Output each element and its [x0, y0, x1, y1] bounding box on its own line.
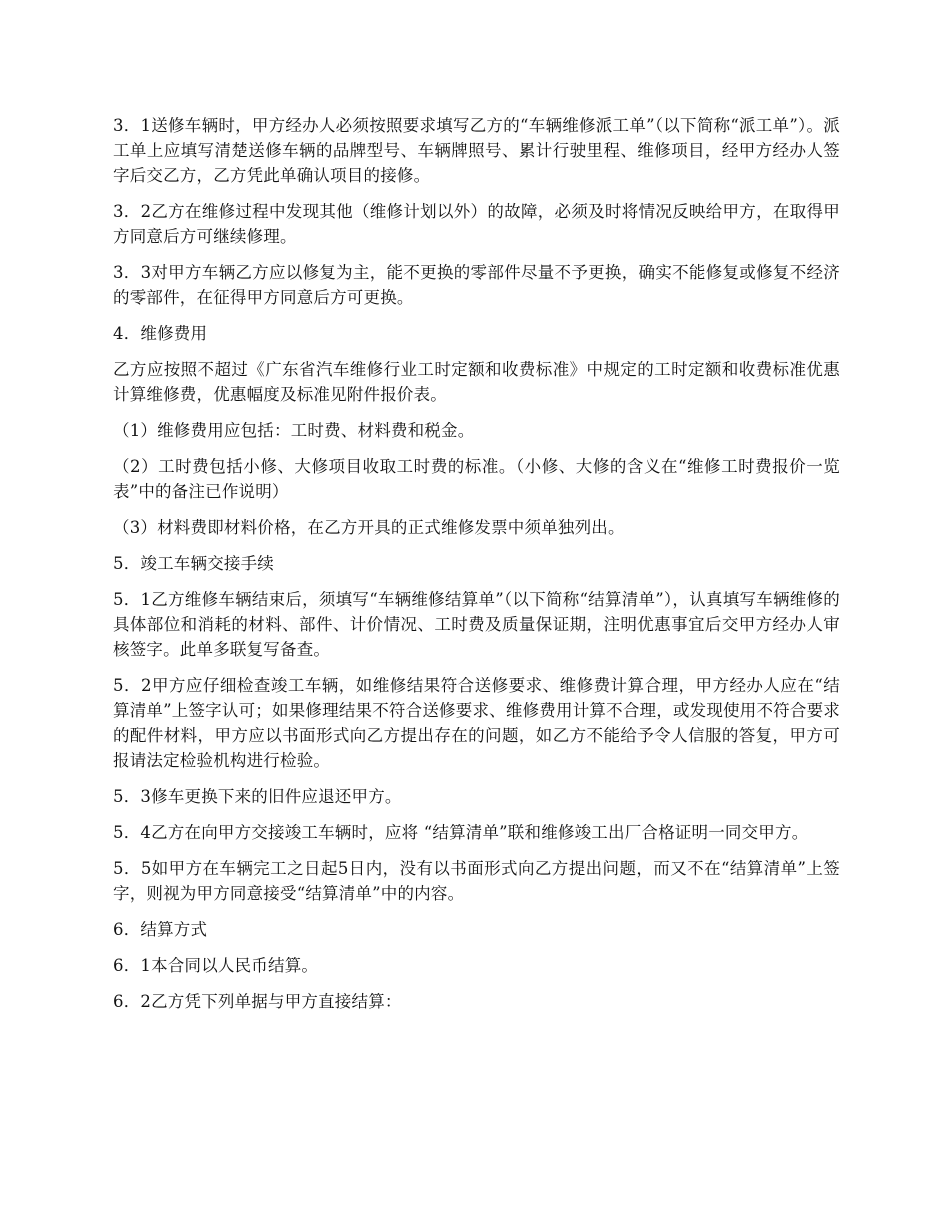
fee-item-3: （3）材料费即材料价格，在乙方开具的正式维修发票中须单独列出。 [113, 518, 625, 537]
fee-item-1: （1）维修费用应包括：工时费、材料费和税金。 [113, 421, 475, 440]
clause-3-1: 3．1送修车辆时，甲方经办人必须按照要求填写乙方的“车辆维修派工单”（以下简称“派工单”）。派工单上应填写清楚送修车辆的品牌型号、车辆牌照号、累计行驶里程、维修项目，经甲方经办人签字后交乙方，乙方凭此单确认项目的接修。 [113, 116, 840, 185]
section-heading-6: 6．结算方式 [113, 920, 208, 939]
fee-standard-paragraph: 乙方应按照不超过《广东省汽车维修行业工时定额和收费标准》中规定的工时定额和收费标准优惠计算维修费，优惠幅度及标准见附件报价表。 [113, 360, 840, 404]
clause-5-4: 5．4乙方在向甲方交接竣工车辆时，应将 “结算清单”联和维修竣工出厂合格证明一同交甲方。 [113, 823, 809, 842]
clause-5-2: 5．2甲方应仔细检查竣工车辆，如维修结果符合送修要求、维修费计算合理，甲方经办人应在“结算清单”上签字认可；如果修理结果不符合送修要求、维修费用计算不合理，或发现使用不符合要求的配件材料，甲方应以书面形式向乙方提出存在的问题，如乙方不能给予令人信服的答复，甲方可报请法定检验机构进行检验。 [113, 676, 840, 770]
clause-5-1: 5．1乙方维修车辆结束后，须填写“车辆维修结算单”（以下简称“结算清单”），认真填写车辆维修的具体部位和消耗的材料、部件、计价情况、工时费及质量保证期，注明优惠事宜后交甲方经办人审核签字。此单多联复写备查。 [113, 590, 840, 659]
section-heading-4: 4．维修费用 [113, 324, 208, 343]
clause-3-3: 3．3对甲方车辆乙方应以修复为主，能不更换的零部件尽量不予更换，确实不能修复或修复不经济的零部件，在征得甲方同意后方可更换。 [113, 263, 840, 307]
clause-5-5: 5．5如甲方在车辆完工之日起5日内，没有以书面形式向乙方提出问题，而又不在“结算清单”上签字，则视为甲方同意接受“结算清单”中的内容。 [113, 859, 840, 903]
section-heading-5: 5．竣工车辆交接手续 [113, 554, 274, 573]
document-body [113, 113, 840, 1025]
clause-6-1: 6．1本合同以人民币结算。 [113, 956, 319, 975]
clause-6-2: 6．2乙方凭下列单据与甲方直接结算： [113, 992, 402, 1011]
clause-5-3: 5．3修车更换下来的旧件应退还甲方。 [113, 787, 402, 806]
fee-item-2: （2）工时费包括小修、大修项目收取工时费的标准。（小修、大修的含义在“维修工时费报价一览表”中的备注已作说明） [113, 457, 840, 501]
clause-3-2: 3．2乙方在维修过程中发现其他（维修计划以外）的故障，必须及时将情况反映给甲方，在取得甲方同意后方可继续修理。 [113, 202, 840, 246]
